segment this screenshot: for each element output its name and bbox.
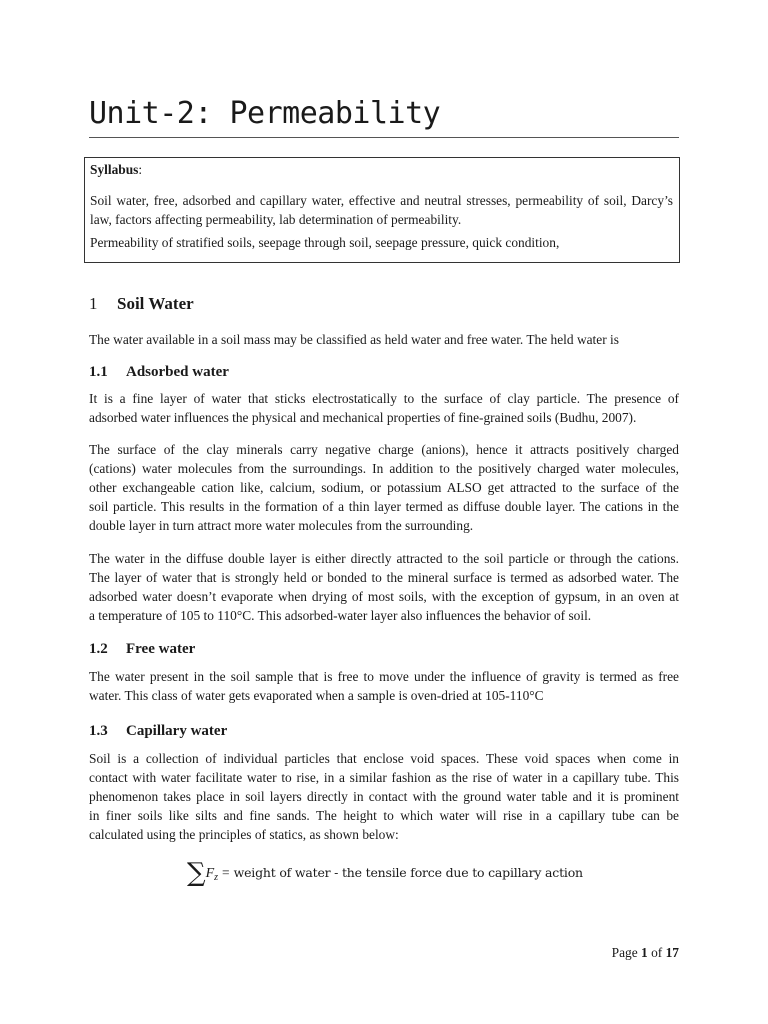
text-line: calculated using the principles of statics, as shown below: (89, 827, 399, 842)
text-line: The surface of the clay minerals carry negative charge (anions), hence it attracts positively charged (89, 442, 679, 457)
document-title: Unit-2: Permeability (89, 96, 441, 131)
text-line: in finer soils like silts and fine sands. The height to which water will rise in a capillary tube can be (89, 808, 679, 823)
section-title: Capillary water (126, 723, 228, 739)
section-heading-1-1 (89, 362, 229, 382)
text-line: a temperature of 105 to 110°C. This adsorbed-water layer also influences the behavior of soil. (89, 608, 592, 623)
page-label: Page (611, 945, 638, 960)
section-title: Adsorbed water (126, 364, 229, 380)
text-line: The water present in the soil sample that is free to move under the influence of gravity is termed as free (89, 669, 679, 684)
paragraph-adsorbed-3 (89, 549, 679, 625)
syllabus-paragraph-2: Permeability of stratified soils, seepage through soil, seepage pressure, quick condition, (90, 235, 560, 250)
syllabus-colon: : (138, 162, 143, 177)
section-number: 1 (89, 294, 98, 313)
syllabus-box (84, 157, 680, 263)
text-line: The layer of water that is strongly held or bonded to the mineral surface is termed as adsorbed water. The (89, 570, 679, 585)
section-heading-1-3 (89, 721, 227, 741)
text-line: (cations) water molecules from the surroundings. In addition to the positively charged water molecules, (89, 461, 679, 476)
formula-subscript: z (214, 872, 219, 883)
current-page: 1 (641, 945, 648, 960)
section-title: Soil Water (117, 294, 194, 313)
section-heading-1 (89, 293, 194, 315)
page-of: of (651, 945, 663, 960)
paragraph-capillary-water (89, 749, 679, 844)
text-line: water. This class of water gets evaporated when a sample is oven-dried at 105-110°C (89, 688, 544, 703)
page-number (612, 944, 679, 962)
formula-rhs: weight of water - the tensile force due to capillary action (233, 865, 583, 880)
text-line: phenomenon takes place in soil layers directly in contact with the ground water table and it is prominent (89, 789, 679, 804)
text-line: The water in the diffuse double layer is either directly attracted to the soil particle or through the cations. (89, 551, 679, 566)
title-underline (89, 137, 679, 138)
section-number: 1.1 (89, 364, 108, 380)
syllabus-paragraph-1: Soil water, free, adsorbed and capillary water, effective and neutral stresses, permeability of soil, Darcy’s law, factors affecting permeability, lab determination of permeability. (90, 193, 673, 227)
paragraph-adsorbed-1 (89, 389, 679, 427)
force-balance-equation (187, 858, 583, 893)
formula-variable: F (205, 866, 215, 881)
summation-symbol: ∑ (187, 858, 206, 888)
syllabus-label: Syllabus (90, 162, 139, 177)
text-line: other exchangeable cation like, calcium, sodium, or potassium ALSO get attracted to the surface of the (89, 480, 679, 495)
section-number: 1.2 (89, 641, 108, 657)
text-line: It is a fine layer of water that sticks electrostatically to the surface of clay particle. The presence of (89, 391, 679, 406)
total-pages: 17 (665, 945, 679, 960)
text-line: Soil is a collection of individual particles that enclose void spaces. These void spaces when come in (89, 751, 679, 766)
syllabus-heading (90, 161, 142, 180)
text-line: contact with water facilitate water to rise, in a similar fashion as the rise of water in a capillary tube. This (89, 770, 679, 785)
paragraph-adsorbed-2 (89, 440, 679, 535)
section-number: 1.3 (89, 723, 108, 739)
formula-equals: = (222, 865, 230, 880)
text-line: soil particle. This results in the formation of a thin layer termed as diffuse double layer. The cations in the (89, 499, 679, 514)
paragraph-free-water (89, 667, 679, 705)
section-title: Free water (126, 641, 196, 657)
section-heading-1-2 (89, 639, 195, 659)
text-line: adsorbed water doesn’t evaporate when drying of most soils, with the exception of gypsum, in an oven at (89, 589, 679, 604)
paragraph-soil-water: The water available in a soil mass may be classified as held water and free water. The held water is (89, 332, 619, 347)
text-line: adsorbed water influences the physical and mechanical properties of fine-grained soils (Budhu, 2007). (89, 410, 637, 425)
text-line: double layer in turn attract more water molecules from the surrounding. (89, 518, 474, 533)
